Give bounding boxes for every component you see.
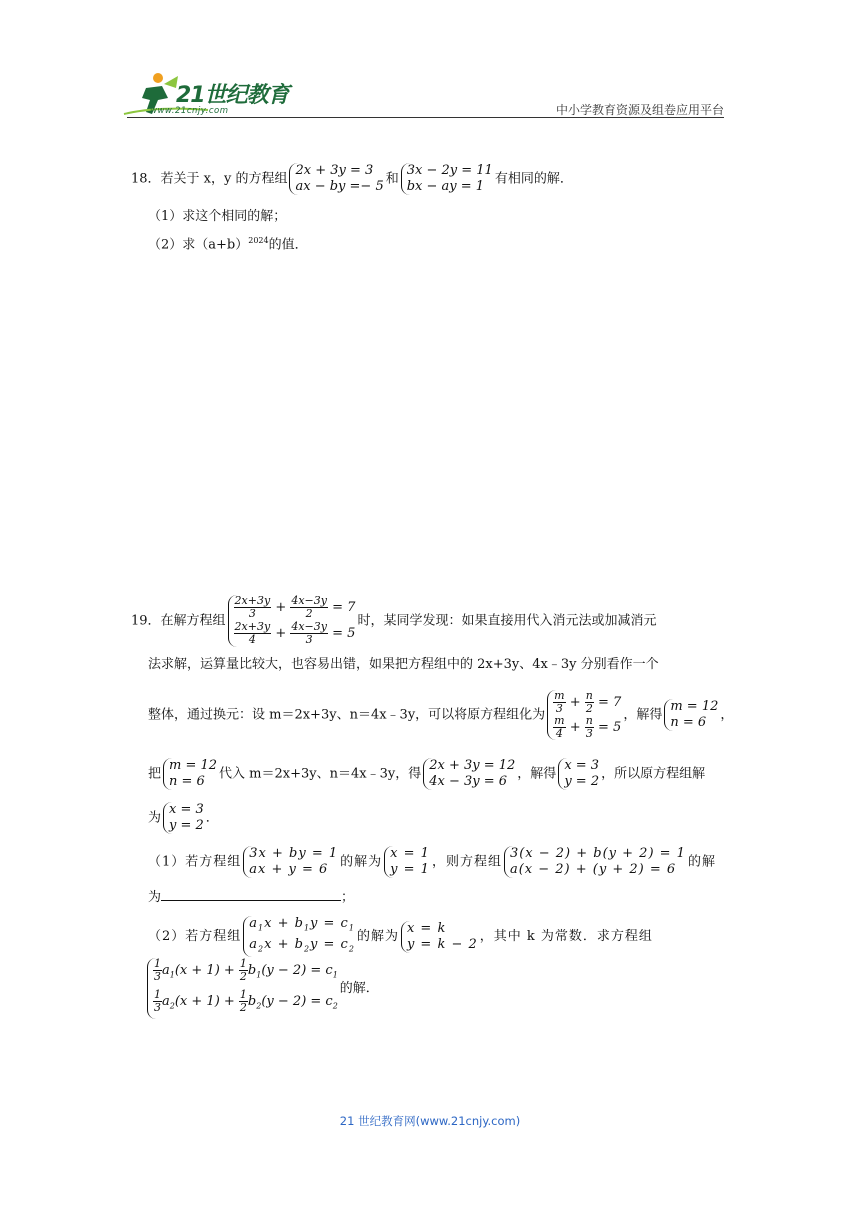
q18-part-2-tail: 的值． [268,237,308,253]
q19-line-4-text: 把 [148,766,162,782]
q18-part-1: （1）求这个相同的解； [148,209,287,224]
q19-line-3-text: 整体，通过换元：设 m＝2x+3y、n＝4x﹣3y，可以将原方程组化为 [148,707,546,723]
q19-p2-tail: 的解． [339,981,379,997]
equation: ax − by =− 5 [295,179,384,194]
q19-system: $\frac{2x+3y}{3}$ + $\frac{4x-3y}{2}$ = 7 $\frac{2x+3y}{4}$ + $\frac{4x-3y}{3}$ = 5 [228,595,356,647]
q19-final-solution [163,802,204,834]
equation: 4x − 3y = 6 [429,774,508,789]
q19-p2-text: （2）若方程组 [148,929,242,945]
q19-p1-system-2 [504,846,686,878]
q19-p2-ask: ，其中 k 为常数．求方程组 [479,929,653,945]
q19-part-2 [148,916,653,957]
q19-line-5 [148,802,219,834]
q18-system-1 [289,163,383,195]
q18-and: 和 [385,171,399,187]
answer-blank[interactable] [161,888,341,901]
equation: 2x + 3y = 3 [295,163,374,178]
q18-exponent: 2024 [248,236,269,245]
q19-line-5-text: 为 [148,810,162,826]
q19-line-4-tail: ，所以原方程组解 [601,766,706,782]
equation: x = 3 [564,758,600,773]
header-divider [127,117,724,118]
equation: 3x − 2y = 11 [406,163,493,178]
equation: y = 2 [564,774,600,789]
logo-url: www.21cnjy.com [150,106,229,116]
equation: n = 6 [169,774,205,789]
equation: 3(x − 2) + b(y + 2) = 1 [509,846,686,861]
q19-line-5-tail: ． [205,810,219,826]
q19-p1-answer-line [148,888,354,908]
q19-p2-system-2: $\frac{1}{3}$ $a_1(x + 1)$ + $\frac{1}{2}$ $b_1(y - 2) = c_1$ $\frac{1}{3}$ $a_2(x + 1)$ + $\frac{1}{2}$ $b_2(y - 2) = c_2$ [147,958,338,1019]
q19-p1-semicolon: ； [341,890,355,905]
q19-after-system: 时，某同学发现：如果直接用代入消元法或加减消元 [357,613,657,629]
equation: 3x + by = 1 [249,846,339,861]
q19-line-3-solve: ，解得 [623,707,663,723]
equation: m = 12 [670,699,719,714]
equation: n = 6 [670,715,707,730]
q19-p1-text: （1）若方程组 [148,854,242,870]
q19-mn-system: $\frac{m}{3}$ + $\frac{n}{2}$ = 7 $\frac{m}{4}$ + $\frac{n}{3}$ = 5 [547,690,621,740]
equation: 2x + 3y = 12 [429,758,516,773]
q19-p2-solution [401,921,478,953]
q19-p1-solution [384,846,430,878]
q19-p1-answer-label: 为 [148,890,162,905]
equation: bx − ay = 1 [406,179,485,194]
equation: a(x − 2) + (y + 2) = 6 [509,862,677,877]
equation: x = k [406,920,447,936]
q18-part-2-text: （2）求（a+b） [148,237,249,253]
q18-part-2 [148,231,308,255]
equation: ax + y = 6 [249,862,329,877]
q19-p2-system-2-line [145,958,379,1019]
footer-link[interactable]: 21 世纪教育网(www.21cnjy.com) [339,1114,521,1128]
q19-p1-tail: 的解 [687,854,716,870]
equation: y = k − 2 [406,936,478,952]
q19-mn-substitute [163,758,217,790]
q18-system-2 [401,163,493,195]
q19-p2-sol-label: 的解为 [356,929,399,945]
q19-line-4-mid: 代入 m＝2x+3y、n＝4x﹣3y，得 [219,766,422,782]
q19-intro: 19．在解方程组 [131,613,226,629]
q19-xy-system [423,758,515,790]
q19-line-4 [148,758,705,790]
question-19 [131,595,656,647]
q19-p1-system [243,846,338,878]
q19-part-1 [148,846,716,878]
equation: y = 2 [169,818,204,833]
equation: x = 1 [390,846,430,861]
question-18 [131,163,573,195]
q19-mn-solution [664,699,718,731]
q18-tail: 有相同的解． [494,171,573,187]
equation: y = 1 [390,862,430,877]
q19-line-4-solve: ，解得 [517,766,557,782]
q19-p1-then: ，则方程组 [431,854,502,870]
q19-p2-system: $a_1x + b_1y = c_1$ $a_2x + b_2y = c_2$ [243,916,355,957]
logo-text: 21世纪教育 [176,83,289,108]
q19-line-3: 整体，通过换元：设 m＝2x+3y、n＝4x﹣3y，可以将原方程组化为 $\frac{m}{3}$ + $\frac{n}{2}$ = 7 $\frac{m}{4}$ + $\frac{n}{3}$ = 5 ，解得 m = 12 n = 6 ， [148,689,734,740]
q19-xy-solution [558,758,599,790]
equation: x = 3 [169,802,204,817]
q18-intro: 18．若关于 x，y 的方程组 [131,171,288,187]
q19-line-2: 法求解，运算量比较大，也容易出错，如果把方程组中的 2x+3y、4x﹣3y 分别看作一个 [148,657,659,672]
header-tagline: 中小学教育资源及组卷应用平台 [555,103,724,117]
q19-p1-sol-label: 的解为 [340,854,383,870]
equation: m = 12 [169,758,218,773]
